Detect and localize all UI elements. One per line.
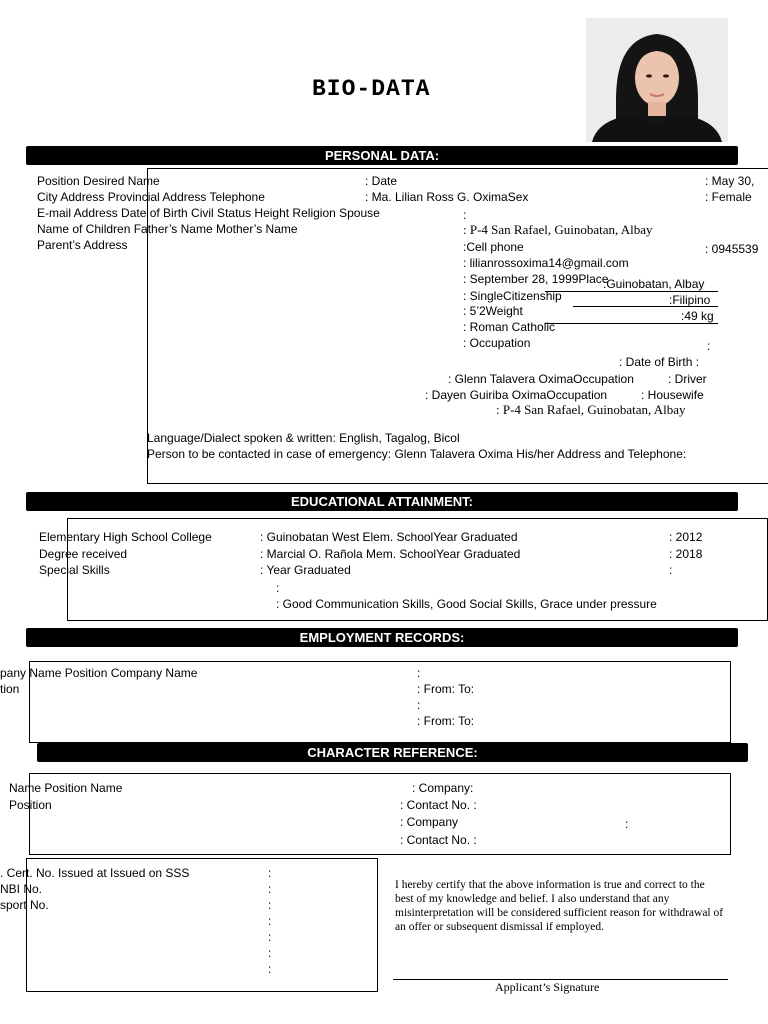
certification-statement: I hereby certify that the above information is true and correct to the best of my knowledge and belief. I also understand that any misinterpretation will be considered sufficient reason for withdrawal of an offer or subsequent dismissal if employed.	[395, 879, 724, 933]
ids-label-passport: sport No.	[0, 898, 49, 912]
birth-date-value: : September 28, 1999Place	[463, 272, 609, 286]
cellphone-value: : 0945539	[705, 242, 759, 256]
mother-occupation-value: : Housewife	[641, 388, 704, 402]
civil-status-value: : SingleCitizenship	[463, 289, 562, 303]
weight-value: :49 kg	[681, 309, 714, 323]
section-header-employment: EMPLOYMENT RECORDS:	[26, 628, 738, 647]
degree-value: :	[276, 581, 280, 595]
label-position-name: Position Desired Name	[37, 174, 160, 188]
employment-label-1: pany Name Position Company Name	[0, 666, 198, 680]
label-skills: Special Skills	[39, 563, 110, 577]
highschool-year: : 2018	[669, 547, 703, 561]
character-box	[29, 773, 731, 855]
employment-dates-2: : From: To:	[417, 714, 475, 728]
cellphone-label: :Cell phone	[463, 240, 524, 254]
elementary-value: : Guinobatan West Elem. SchoolYear Graduated	[260, 530, 518, 544]
section-header-education: EDUCATIONAL ATTAINMENT:	[26, 492, 738, 511]
character-label-2: Position	[9, 798, 52, 812]
emergency-contact-line: Person to be contacted in case of emergency: Glenn Talavera Oxima His/her Address and Telephone:	[147, 447, 687, 461]
mother-name-value: : Dayen Guiriba OximaOccupation	[425, 388, 608, 402]
birth-place-value: :Guinobatan, Albay	[603, 277, 705, 291]
label-children-parents: Name of Children Father’s Name Mother’s Name	[37, 222, 298, 236]
ids-colon: :	[268, 962, 272, 976]
reference-contact-1: : Contact No. :	[400, 798, 477, 812]
skills-value: : Good Communication Skills, Good Social Skills, Grace under pressure	[276, 597, 657, 611]
employment-company-2: :	[417, 698, 421, 712]
occupation-colon: :	[707, 339, 711, 353]
label-parents-address: Parent’s Address	[37, 238, 128, 252]
highschool-value: : Marcial O. Rañola Mem. SchoolYear Graduated	[260, 547, 521, 561]
sex-value: : Female	[705, 190, 752, 204]
ids-colon: :	[268, 914, 272, 928]
ids-colon: :	[268, 946, 272, 960]
reference-contact-2: : Contact No. :	[400, 833, 477, 847]
father-name-value: : Glenn Talavera OximaOccupation	[448, 372, 634, 386]
religion-value: : Roman Catholic	[463, 320, 556, 334]
provincial-address-value: : P-4 San Rafael, Guinobatan, Albay	[463, 222, 653, 237]
label-addresses: City Address Provincial Address Telephone	[37, 190, 265, 204]
reference-company-1: : Company:	[412, 781, 474, 795]
reference-company-2: : Company	[400, 815, 459, 829]
employment-company-1: :	[417, 666, 421, 680]
city-address-value: :	[463, 208, 467, 222]
elementary-year: : 2012	[669, 530, 703, 544]
reference-company-2-colon: :	[625, 817, 629, 831]
ids-label-cert: . Cert. No. Issued at Issued on SSS	[0, 866, 190, 880]
child-dob-label: : Date of Birth :	[619, 355, 700, 369]
citizenship-underline	[573, 306, 718, 307]
ids-colon: :	[268, 930, 272, 944]
ids-colon: :	[268, 866, 272, 880]
birth-place-underline	[545, 291, 718, 292]
occupation-label: : Occupation	[463, 336, 531, 350]
label-email-etc: E-mail Address Date of Birth Civil Status Height Religion Spouse	[37, 206, 380, 220]
name-value: : Ma. Lilian Ross G. OximaSex	[365, 190, 529, 204]
section-header-character: CHARACTER REFERENCE:	[37, 743, 748, 762]
label-degree: Degree received	[39, 547, 128, 561]
ids-colon: :	[268, 882, 272, 896]
character-label-1: Name Position Name	[9, 781, 123, 795]
weight-underline	[545, 323, 718, 324]
college-value: : Year Graduated	[260, 563, 351, 577]
employment-dates-1: : From: To:	[417, 682, 475, 696]
date-value: : May 30,	[705, 174, 755, 188]
label-school-levels: Elementary High School College	[39, 530, 212, 544]
citizenship-value: :Filipino	[669, 293, 711, 307]
ids-colon: :	[268, 898, 272, 912]
employment-label-2: tion	[0, 682, 20, 696]
father-occupation-value: : Driver	[668, 372, 707, 386]
email-value: : lilianrossoxima14@gmail.com	[463, 256, 629, 270]
applicant-photo	[586, 18, 728, 142]
document-title: BIO-DATA	[312, 76, 431, 102]
height-value: : 5’2Weight	[463, 304, 523, 318]
college-year: :	[669, 563, 673, 577]
parents-address-value: : P-4 San Rafael, Guinobatan, Albay	[496, 402, 686, 417]
date-label: : Date	[365, 174, 398, 188]
language-line: Language/Dialect spoken & written: English, Tagalog, Bicol	[147, 431, 460, 445]
ids-label-nbi: NBI No.	[0, 882, 43, 896]
signature-label: Applicant’s Signature	[495, 980, 600, 994]
section-header-personal-data: PERSONAL DATA:	[26, 146, 738, 165]
